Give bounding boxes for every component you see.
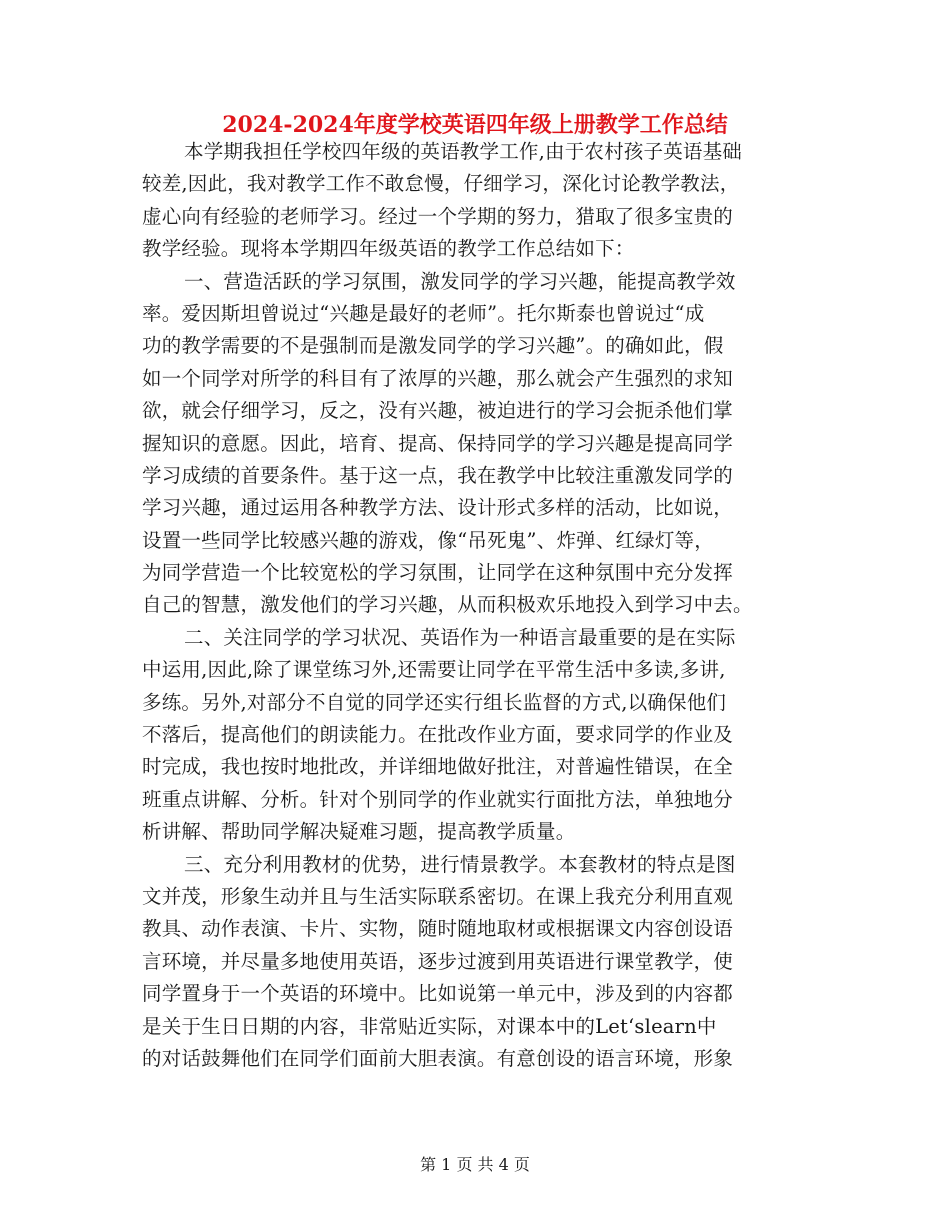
paragraph-line: 时完成，我也按时地批改，并详细地做好批注，对普遍性错误，在全: [142, 755, 734, 779]
paragraph-line: 二、关注同学的学习状况、英语作为一种语言最重要的是在实际: [184, 625, 736, 649]
paragraph-line: 设置一些同学比较感兴趣的游戏，像“吊死鬼”、炸弹、红绿灯等，: [142, 528, 714, 552]
paragraph-line: 教具、动作表演、卡片、实物，随时随地取材或根据课文内容创设语: [142, 917, 734, 941]
page-number-footer: 第 1 页 共 4 页: [420, 1155, 530, 1174]
paragraph-line: 同学置身于一个英语的环境中。比如说第一单元中，涉及到的内容都: [142, 982, 734, 1006]
paragraph-line: 文并茂，形象生动并且与生活实际联系密切。在课上我充分利用直观: [142, 884, 734, 908]
paragraph-line: 学习兴趣，通过运用各种教学方法、设计形式多样的活动，比如说，: [142, 496, 734, 520]
paragraph-line: 言环境，并尽量多地使用英语，逐步过渡到用英语进行课堂教学，使: [142, 949, 734, 973]
document-title: 2024-2024年度学校英语四年级上册教学工作总结: [222, 112, 728, 138]
paragraph-line: 为同学营造一个比较宽松的学习氛围，让同学在这种氛围中充分发挥: [142, 561, 734, 585]
paragraph-line: 班重点讲解、分析。针对个别同学的作业就实行面批方法，单独地分: [142, 787, 734, 811]
paragraph-line: 教学经验。现将本学期四年级英语的教学工作总结如下：: [142, 237, 635, 261]
paragraph-line: 多练。另外,对部分不自觉的同学还实行组长监督的方式,以确保他们: [142, 690, 727, 714]
paragraph-line: 学习成绩的首要条件。基于这一点，我在教学中比较注重激发同学的: [142, 463, 734, 487]
paragraph-line: 率。爱因斯坦曾说过“兴趣是最好的老师”。托尔斯泰也曾说过“成: [142, 301, 705, 325]
paragraph-line: 析讲解、帮助同学解决疑难习题，提高教学质量。: [142, 820, 576, 844]
paragraph-line: 中运用,因此,除了课堂练习外,还需要让同学在平常生活中多读,多讲,: [142, 658, 726, 682]
paragraph-line: 握知识的意愿。因此，培育、提高、保持同学的学习兴趣是提高同学: [142, 431, 734, 455]
paragraph-line: 虚心向有经验的老师学习。经过一个学期的努力，猎取了很多宝贵的: [142, 204, 734, 228]
paragraph-line: 的对话鼓舞他们在同学们面前大胆表演。有意创设的语言环境，形象: [142, 1046, 734, 1070]
paragraph-line: 一、营造活跃的学习氛围，激发同学的学习兴趣，能提高教学效: [184, 269, 736, 293]
paragraph-line: 如一个同学对所学的科目有了浓厚的兴趣，那么就会产生强烈的求知: [142, 366, 734, 390]
paragraph-line: 功的教学需要的不是强制而是激发同学的学习兴趣”。的确如此，假: [142, 334, 724, 358]
paragraph-line: 不落后，提高他们的朗读能力。在批改作业方面，要求同学的作业及: [142, 723, 734, 747]
paragraph-line: 是关于生日日期的内容，非常贴近实际，对课本中的Let‘slearn中: [142, 1014, 717, 1038]
paragraph-line: 自己的智慧，激发他们的学习兴趣，从而积极欢乐地投入到学习中去。: [142, 593, 753, 617]
paragraph-line: 本学期我担任学校四年级的英语教学工作,由于农村孩子英语基础: [184, 140, 742, 163]
paragraph-line: 三、充分利用教材的优势，进行情景教学。本套教材的特点是图: [184, 852, 736, 876]
document-body: [142, 136, 810, 1075]
paragraph-line: 较差,因此，我对教学工作不敢怠慢，仔细学习，深化讨论教学教法，: [142, 172, 740, 196]
paragraph-line: 欲，就会仔细学习，反之，没有兴趣，被迫进行的学习会扼杀他们掌: [142, 399, 734, 423]
